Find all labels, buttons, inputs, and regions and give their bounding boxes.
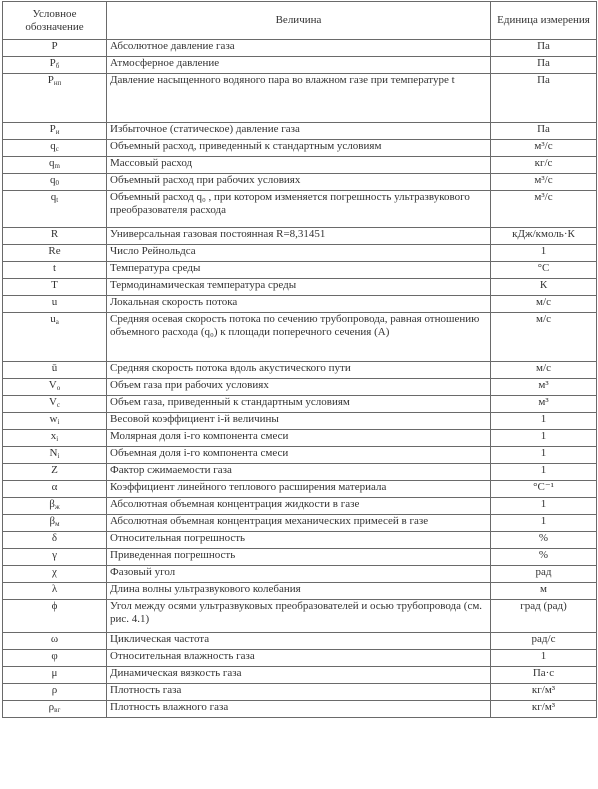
symbol-letter: N bbox=[49, 447, 58, 459]
symbols-table bbox=[2, 1, 597, 718]
symbol-letter: x bbox=[50, 430, 57, 442]
quantity-cell: Коэффициент линейного теплового расширения материала bbox=[107, 481, 491, 498]
symbol-cell bbox=[3, 140, 107, 157]
unit-cell: кг/м³ bbox=[491, 701, 597, 718]
table-row bbox=[3, 413, 597, 430]
unit-cell: град (рад) bbox=[491, 600, 597, 633]
table-row bbox=[3, 650, 597, 667]
table-row bbox=[3, 40, 597, 57]
symbol-letter: u bbox=[51, 296, 58, 308]
symbol-letter: P bbox=[49, 123, 56, 135]
symbol-cell bbox=[3, 228, 107, 245]
unit-cell: 1 bbox=[491, 430, 597, 447]
unit-cell: м³/с bbox=[491, 140, 597, 157]
table-row bbox=[3, 262, 597, 279]
symbol-subscript: вг bbox=[54, 706, 61, 714]
table-row bbox=[3, 549, 597, 566]
quantity-cell: Абсолютное давление газа bbox=[107, 40, 491, 57]
symbol-letter: V bbox=[48, 379, 57, 391]
table-row bbox=[3, 140, 597, 157]
unit-cell: м³/с bbox=[491, 191, 597, 228]
symbol-cell bbox=[3, 123, 107, 140]
symbol-subscript: i bbox=[56, 435, 59, 443]
quantity-cell: Абсолютная объемная концентрация жидкости в газе bbox=[107, 498, 491, 515]
unit-cell: кг/м³ bbox=[491, 684, 597, 701]
quantity-cell: Число Рейнольдса bbox=[107, 245, 491, 262]
table-header-row bbox=[3, 2, 597, 40]
table-row bbox=[3, 379, 597, 396]
quantity-cell: Весовой коэффициент i-й величины bbox=[107, 413, 491, 430]
table-row bbox=[3, 515, 597, 532]
unit-cell: 1 bbox=[491, 498, 597, 515]
quantity-cell: Длина волны ультразвукового колебания bbox=[107, 583, 491, 600]
quantity-cell: Термодинамическая температура среды bbox=[107, 279, 491, 296]
symbol-cell bbox=[3, 684, 107, 701]
symbol-cell bbox=[3, 701, 107, 718]
symbol-letter: ū bbox=[51, 362, 58, 374]
unit-cell: м/с bbox=[491, 362, 597, 379]
quantity-cell: Угол между осями ультразвуковых преобразователей и осью трубопровода (см. рис. 4.1) bbox=[107, 600, 491, 633]
symbol-cell bbox=[3, 633, 107, 650]
symbol-cell bbox=[3, 379, 107, 396]
header-unit: Единица измерения bbox=[491, 2, 597, 40]
symbol-subscript: o bbox=[56, 384, 61, 392]
unit-cell: Па bbox=[491, 74, 597, 123]
unit-cell: рад/с bbox=[491, 633, 597, 650]
symbol-subscript: a bbox=[55, 318, 59, 326]
symbol-letter: V bbox=[48, 396, 57, 408]
symbol-letter: P bbox=[49, 57, 56, 69]
quantity-cell: Температура среды bbox=[107, 262, 491, 279]
symbol-cell bbox=[3, 464, 107, 481]
symbol-cell bbox=[3, 74, 107, 123]
header-quantity: Величина bbox=[107, 2, 491, 40]
table-row bbox=[3, 498, 597, 515]
table-row bbox=[3, 583, 597, 600]
unit-cell: °С⁻¹ bbox=[491, 481, 597, 498]
quantity-cell: Объем газа, приведенный к стандартным условиям bbox=[107, 396, 491, 413]
quantity-cell: Локальная скорость потока bbox=[107, 296, 491, 313]
unit-cell: м/с bbox=[491, 313, 597, 362]
symbol-cell bbox=[3, 413, 107, 430]
unit-cell: % bbox=[491, 532, 597, 549]
symbol-letter: ρ bbox=[51, 684, 58, 696]
symbol-cell bbox=[3, 313, 107, 362]
table-row bbox=[3, 600, 597, 633]
symbol-subscript: 0 bbox=[55, 179, 59, 187]
unit-cell: К bbox=[491, 279, 597, 296]
table-row bbox=[3, 447, 597, 464]
symbol-cell bbox=[3, 498, 107, 515]
table-row bbox=[3, 157, 597, 174]
table-row bbox=[3, 566, 597, 583]
symbol-letter: α bbox=[51, 481, 58, 493]
symbol-cell bbox=[3, 157, 107, 174]
table-row bbox=[3, 532, 597, 549]
quantity-cell: Массовый расход bbox=[107, 157, 491, 174]
header-symbol: Условное обозначение bbox=[3, 2, 107, 40]
symbol-subscript: нп bbox=[53, 79, 62, 87]
symbol-letter: q bbox=[50, 140, 56, 152]
symbol-subscript: м bbox=[55, 520, 60, 528]
quantity-cell: Фактор сжимаемости газа bbox=[107, 464, 491, 481]
symbol-cell bbox=[3, 532, 107, 549]
symbol-subscript: c bbox=[55, 145, 59, 153]
symbol-letter: φ bbox=[51, 650, 58, 662]
quantity-cell: Циклическая частота bbox=[107, 633, 491, 650]
unit-cell: 1 bbox=[491, 650, 597, 667]
symbol-letter: t bbox=[52, 262, 57, 274]
symbol-letter: δ bbox=[51, 532, 58, 544]
symbol-cell bbox=[3, 279, 107, 296]
symbol-letter: γ bbox=[52, 549, 57, 561]
symbol-cell bbox=[3, 174, 107, 191]
unit-cell: м³/с bbox=[491, 174, 597, 191]
table-row bbox=[3, 430, 597, 447]
symbol-cell bbox=[3, 40, 107, 57]
symbol-cell bbox=[3, 430, 107, 447]
table-row bbox=[3, 362, 597, 379]
symbol-letter: R bbox=[50, 228, 59, 240]
symbol-cell bbox=[3, 650, 107, 667]
symbol-subscript: m bbox=[54, 162, 60, 170]
symbol-cell bbox=[3, 566, 107, 583]
symbol-subscript: i bbox=[57, 418, 60, 426]
symbol-cell bbox=[3, 515, 107, 532]
unit-cell: м/с bbox=[491, 296, 597, 313]
symbol-letter: ω bbox=[50, 633, 59, 645]
table-row bbox=[3, 667, 597, 684]
table-row bbox=[3, 633, 597, 650]
unit-cell: м³ bbox=[491, 379, 597, 396]
table-row bbox=[3, 481, 597, 498]
quantity-cell: Плотность газа bbox=[107, 684, 491, 701]
table-row bbox=[3, 245, 597, 262]
symbol-letter: Re bbox=[48, 245, 61, 257]
symbol-cell bbox=[3, 667, 107, 684]
table-row bbox=[3, 313, 597, 362]
unit-cell: Па bbox=[491, 40, 597, 57]
symbol-letter: P bbox=[47, 74, 54, 86]
unit-cell: °С bbox=[491, 262, 597, 279]
quantity-cell: Фазовый угол bbox=[107, 566, 491, 583]
symbol-cell bbox=[3, 262, 107, 279]
table-row bbox=[3, 228, 597, 245]
unit-cell: 1 bbox=[491, 515, 597, 532]
quantity-cell: Избыточное (статическое) давление газа bbox=[107, 123, 491, 140]
symbol-letter: w bbox=[49, 413, 58, 425]
symbol-cell bbox=[3, 362, 107, 379]
quantity-cell: Объемный расход, приведенный к стандартным условиям bbox=[107, 140, 491, 157]
symbol-letter: ρ bbox=[48, 701, 55, 713]
unit-cell: Па bbox=[491, 123, 597, 140]
table-row bbox=[3, 396, 597, 413]
quantity-cell: Абсолютная объемная концентрация механических примесей в газе bbox=[107, 515, 491, 532]
table-row bbox=[3, 74, 597, 123]
symbol-letter: T bbox=[51, 279, 58, 291]
table-row bbox=[3, 279, 597, 296]
quantity-cell: Средняя скорость потока вдоль акустического пути bbox=[107, 362, 491, 379]
quantity-cell: Плотность влажного газа bbox=[107, 701, 491, 718]
quantity-cell: Давление насыщенного водяного пара во влажном газе при температуре t bbox=[107, 74, 491, 123]
symbol-letter: β bbox=[49, 515, 56, 527]
table-row bbox=[3, 701, 597, 718]
quantity-cell: Относительная влажность газа bbox=[107, 650, 491, 667]
unit-cell: 1 bbox=[491, 413, 597, 430]
unit-cell: кг/с bbox=[491, 157, 597, 174]
symbol-letter: λ bbox=[51, 583, 58, 595]
symbol-cell bbox=[3, 57, 107, 74]
table-row bbox=[3, 684, 597, 701]
symbol-letter: q bbox=[50, 174, 56, 186]
quantity-cell: Атмосферное давление bbox=[107, 57, 491, 74]
symbol-subscript: ж bbox=[54, 503, 60, 511]
unit-cell: 1 bbox=[491, 245, 597, 262]
unit-cell: 1 bbox=[491, 447, 597, 464]
quantity-cell: Приведенная погрешность bbox=[107, 549, 491, 566]
symbol-letter: β bbox=[49, 498, 55, 510]
unit-cell: кДж/кмоль·К bbox=[491, 228, 597, 245]
symbol-letter: χ bbox=[52, 566, 57, 578]
symbol-letter: q bbox=[49, 157, 55, 169]
unit-cell: 1 bbox=[491, 464, 597, 481]
symbol-subscript: i bbox=[57, 452, 60, 460]
table-row bbox=[3, 123, 597, 140]
symbol-cell bbox=[3, 549, 107, 566]
symbol-letter: μ bbox=[51, 667, 58, 679]
unit-cell: Па bbox=[491, 57, 597, 74]
quantity-cell: Объемный расход при рабочих условиях bbox=[107, 174, 491, 191]
symbol-letter: Z bbox=[51, 464, 58, 476]
symbol-letter: P bbox=[51, 40, 58, 52]
symbol-cell bbox=[3, 191, 107, 228]
symbol-subscript: б bbox=[55, 62, 60, 70]
quantity-cell: Объем газа при рабочих условиях bbox=[107, 379, 491, 396]
table-row bbox=[3, 191, 597, 228]
table-body bbox=[3, 40, 597, 718]
table-row bbox=[3, 174, 597, 191]
symbol-letter: q bbox=[50, 191, 57, 203]
symbol-subscript: c bbox=[56, 401, 61, 409]
symbol-letter: u bbox=[50, 313, 56, 325]
unit-cell: % bbox=[491, 549, 597, 566]
symbol-cell bbox=[3, 245, 107, 262]
quantity-cell: Молярная доля i-го компонента смеси bbox=[107, 430, 491, 447]
symbol-cell bbox=[3, 447, 107, 464]
symbol-cell bbox=[3, 600, 107, 633]
quantity-cell: Относительная погрешность bbox=[107, 532, 491, 549]
unit-cell: Па·с bbox=[491, 667, 597, 684]
unit-cell: м bbox=[491, 583, 597, 600]
unit-cell: м³ bbox=[491, 396, 597, 413]
unit-cell: рад bbox=[491, 566, 597, 583]
table-row bbox=[3, 296, 597, 313]
quantity-cell: Универсальная газовая постоянная R=8,31451 bbox=[107, 228, 491, 245]
table-row bbox=[3, 57, 597, 74]
symbol-subscript: и bbox=[55, 128, 60, 136]
symbol-subscript: t bbox=[56, 196, 59, 204]
table-row bbox=[3, 464, 597, 481]
quantity-cell: Средняя осевая скорость потока по сечению трубопровода, равная отношению объемного расхода (q₀) к площади поперечного сечения (А) bbox=[107, 313, 491, 362]
quantity-cell: Объемный расход q₀ , при котором изменяется погрешность ультразвукового преобразователя расхода bbox=[107, 191, 491, 228]
quantity-cell: Динамическая вязкость газа bbox=[107, 667, 491, 684]
quantity-cell: Объемная доля i-го компонента смеси bbox=[107, 447, 491, 464]
symbol-cell bbox=[3, 481, 107, 498]
symbol-cell bbox=[3, 296, 107, 313]
symbol-cell bbox=[3, 583, 107, 600]
symbol-cell bbox=[3, 396, 107, 413]
symbol-letter: ϕ bbox=[51, 600, 58, 612]
